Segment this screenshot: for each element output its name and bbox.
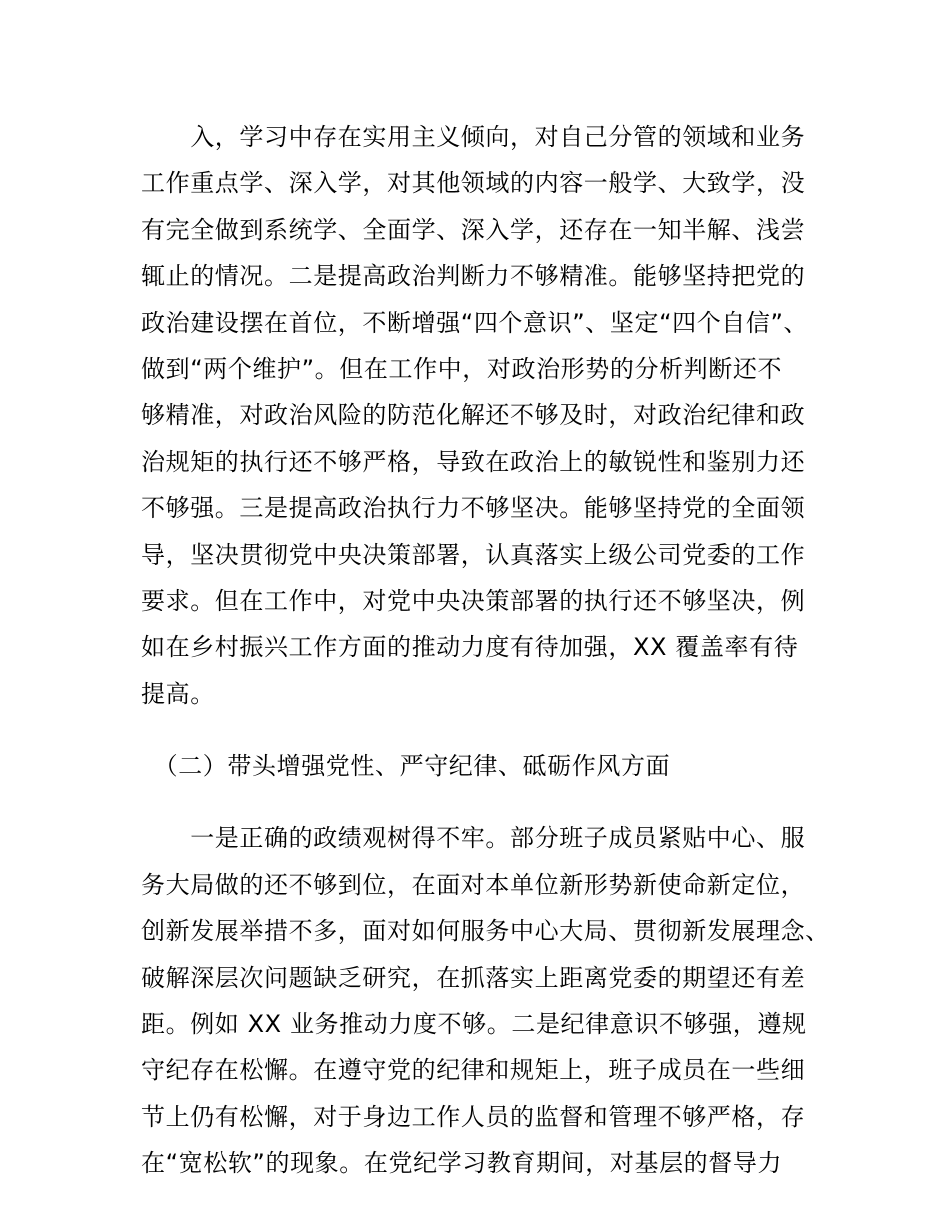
- text-line: 在“宽松软”的现象。在党纪学习教育期间，对基层的督导力: [141, 1149, 783, 1178]
- text-line: 如在乡村振兴工作方面的推动力度有待加强，XX 覆盖率有待: [141, 633, 799, 662]
- text-line: 入，学习中存在实用主义倾向，对自己分管的领域和业务: [141, 123, 806, 151]
- text-line: 要求。但在工作中，对党中央决策部署的执行还不够坚决，例: [141, 586, 806, 615]
- document-body: [141, 114, 831, 1187]
- text-line: 务大局做的还不够到位，在面对本单位新形势新使命新定位，: [141, 870, 806, 899]
- paragraph-spacer: [141, 717, 831, 743]
- text-line: 治规矩的执行还不够严格，导致在政治上的敏锐性和鉴别力还: [141, 447, 806, 476]
- text-line: 工作重点学、深入学，对其他领域的内容一般学、大致学，没: [141, 169, 806, 198]
- text-line: 够精准，对政治风险的防范化解还不够及时，对政治纪律和政: [141, 401, 806, 430]
- text-line: 破解深层次问题缺乏研究，在抓落实上距离党委的期望还有差: [141, 963, 806, 992]
- text-line: 一是正确的政绩观树得不牢。部分班子成员紧贴中心、服: [141, 824, 806, 853]
- text-line: 有完全做到系统学、全面学、深入学，还存在一知半解、浅尝: [141, 215, 806, 244]
- text-line: 辄止的情况。二是提高政治判断力不够精准。能够坚持把党的: [141, 262, 806, 291]
- text-line: 提高。: [141, 679, 215, 708]
- text-line: 做到“两个维护”。但在工作中，对政治形势的分析判断还不: [141, 354, 783, 383]
- text-line: 不够强。三是提高政治执行力不够坚决。能够坚持党的全面领: [141, 494, 806, 523]
- paragraph-spacer: [141, 789, 831, 815]
- paragraph-2: [141, 815, 831, 1186]
- text-line: 导，坚决贯彻党中央决策部署，认真落实上级公司党委的工作: [141, 540, 806, 569]
- text-line: 创新发展举措不多，面对如何服务中心大局、贯彻新发展理念、: [141, 917, 830, 946]
- section-heading: （二）带头增强党性、严守纪律、砥砺作风方面: [141, 752, 671, 781]
- text-line: 距。例如 XX 业务推动力度不够。二是纪律意识不够强，遵规: [141, 1010, 807, 1039]
- text-line: 政治建设摆在首位，不断增强“四个意识”、坚定“四个自信”、: [141, 308, 809, 337]
- text-line: 守纪存在松懈。在遵守党的纪律和规矩上，班子成员在一些细: [141, 1056, 806, 1085]
- text-line: 节上仍有松懈，对于身边工作人员的监督和管理不够严格，存: [141, 1102, 806, 1131]
- paragraph-1: [141, 114, 831, 717]
